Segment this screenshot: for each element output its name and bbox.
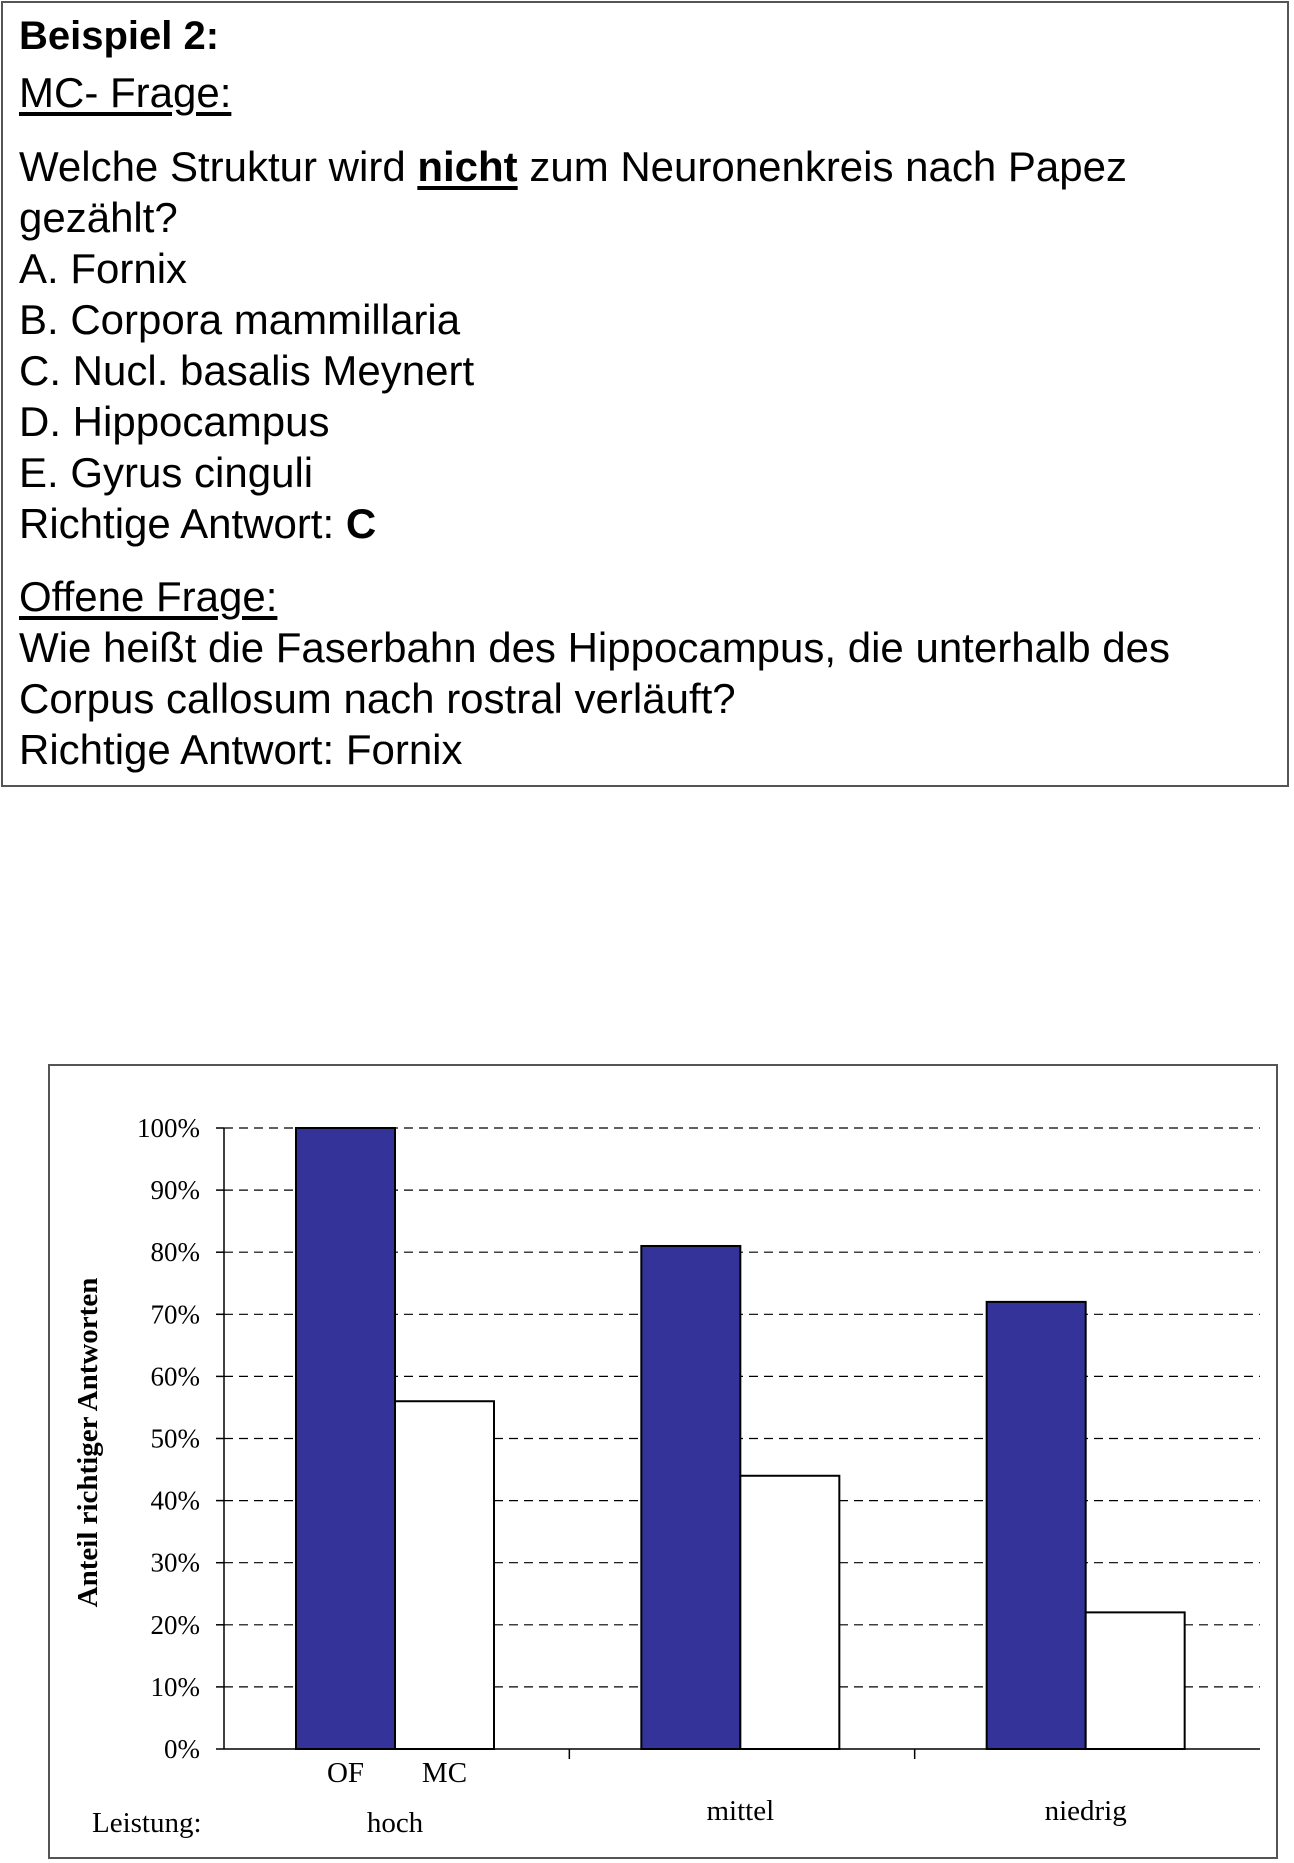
bar-mc-niedrig — [1086, 1612, 1185, 1749]
mc-question-part2: zum Neuronenkreis nach Papez — [517, 143, 1127, 190]
bars — [296, 1128, 1185, 1749]
y-tick-label: 40% — [150, 1485, 200, 1516]
y-tick-label: 70% — [150, 1299, 200, 1330]
mc-option-e: E. Gyrus cinguli — [19, 449, 314, 496]
mc-option-c: C. Nucl. basalis Meynert — [19, 347, 475, 394]
x-category-label: mittel — [706, 1795, 775, 1827]
y-tick-label: 100% — [137, 1113, 200, 1143]
open-question-line1: Wie heißt die Faserbahn des Hippocampus, die unterhalb des — [19, 624, 1170, 671]
example-title: Beispiel 2: — [19, 14, 220, 58]
y-tick-label: 50% — [150, 1423, 200, 1454]
y-tick-label: 20% — [150, 1609, 200, 1640]
open-answer: Richtige Antwort: Fornix — [19, 726, 463, 773]
mc-answer-label: Richtige Antwort: — [19, 500, 346, 547]
mc-answer-value: C — [345, 500, 377, 547]
bar-mc-hoch — [395, 1401, 494, 1749]
mc-heading: MC- Frage: — [19, 69, 232, 116]
mc-option-b: B. Corpora mammillaria — [19, 296, 461, 343]
y-tick-label: 0% — [164, 1734, 200, 1764]
bar-of-hoch — [296, 1128, 395, 1749]
y-tick-label: 30% — [150, 1547, 200, 1578]
y-tick-label: 90% — [150, 1175, 200, 1206]
y-tick-label: 60% — [150, 1361, 200, 1392]
x-group-label: Leistung: — [92, 1807, 202, 1839]
bar-mc-mittel — [740, 1476, 839, 1749]
axis-labels — [72, 1113, 1127, 1839]
y-tick-label: 10% — [150, 1671, 200, 1702]
y-tick-label: 80% — [150, 1237, 200, 1268]
open-heading: Offene Frage: — [19, 573, 278, 620]
bar-of-mittel — [641, 1246, 740, 1749]
series-label-of: OF — [326, 1757, 365, 1789]
y-axis-label: Anteil richtiger Antworten — [72, 1277, 104, 1608]
x-category-label: hoch — [366, 1807, 424, 1839]
series-label-mc: MC — [421, 1757, 468, 1789]
bar-of-niedrig — [987, 1302, 1086, 1749]
mc-option-a: A. Fornix — [19, 245, 188, 292]
open-question-line2: Corpus callosum nach rostral verläuft? — [19, 675, 736, 722]
mc-question-part1: Welche Struktur wird — [19, 143, 418, 190]
mc-question-emphasis: nicht — [417, 143, 518, 190]
x-category-label: niedrig — [1044, 1795, 1127, 1827]
mc-question-line2: gezählt? — [19, 194, 178, 241]
mc-option-d: D. Hippocampus — [19, 398, 330, 445]
